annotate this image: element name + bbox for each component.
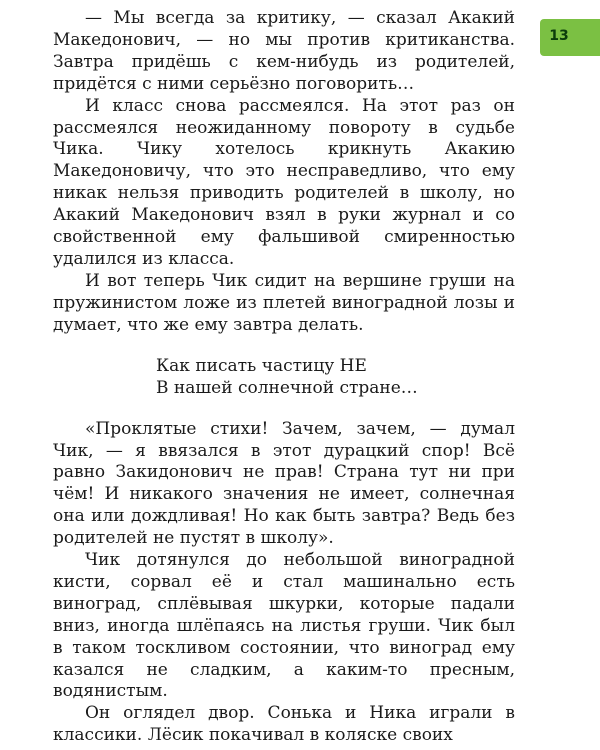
paragraph: И вот теперь Чик сидит на вершине груши на пружинистом ложе из плетей виноградной лозы и думает, что же ему завтра делать. bbox=[53, 270, 515, 335]
paragraph: Он оглядел двор. Сонька и Ника играли в классики. Лёсик покачивал в коляске своих bbox=[53, 703, 515, 746]
paragraph: «Проклятые стихи! Зачем, зачем, — думал Чик, — я ввязался в этот дурацкий спор! Всё равно Закидонович не прав! Страна тут ни при чём! И никакого значения не имеет, солнечная она или дождливая! Но как быть завтра? Ведь без родителей не пустят в школу». bbox=[53, 418, 515, 549]
paragraph: Чик дотянулся до небольшой виноградной кисти, сорвал её и стал машинально есть виноград, сплёвывая шкурки, которые падали вниз, иногда шлёпаясь на листья груши. Чик был в таком тоскливом состоянии, что виноград ему казался не сладким, а каким-то пресным, водянистым. bbox=[53, 550, 515, 702]
page-number: 13 bbox=[549, 28, 569, 44]
paragraph: И класс снова рассмеялся. На этот раз он рассмеялся неожиданному повороту в судьбе Чика. Чику хотелось крикнуть Акакию Македоновичу, что это несправедливо, что ему никак нельзя приводить родителей в школу, но Акакий Македонович взял в руки журнал и со свойственной ему фальшивой смиренностью удалился из класса. bbox=[53, 95, 515, 269]
poem-line: Как писать частицу НЕ bbox=[156, 355, 367, 376]
text-page bbox=[53, 8, 515, 747]
poem bbox=[53, 355, 515, 399]
poem-line: В нашей солнечной стране… bbox=[156, 377, 418, 398]
paragraph: — Мы всегда за критику, — сказал Акакий Македонович, — но мы против критиканства. Завтра придёшь с кем-нибудь из родителей, придётся с ними серьёзно поговорить… bbox=[53, 8, 515, 94]
